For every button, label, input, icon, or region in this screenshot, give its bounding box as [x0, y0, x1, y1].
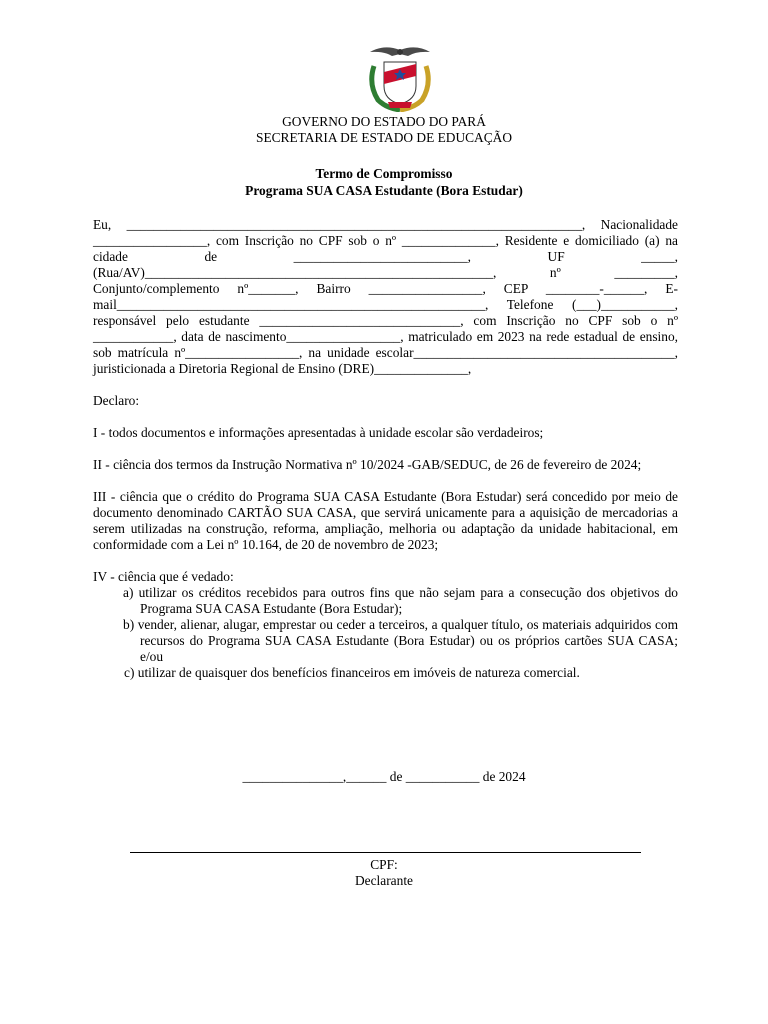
declaro-label: Declaro: — [93, 393, 140, 408]
clause-iv-a: a) utilizar os créditos recebidos para outros fins que não sejam para a consecução dos objetivos do Programa SUA CASA Estudante (Bora Estudar); — [123, 585, 678, 616]
clause-iv-list — [93, 585, 678, 681]
date-line: _______________,______ de ___________ de 2024 — [242, 769, 526, 784]
clause-i: I - todos documentos e informações apresentadas à unidade escolar são verdadeiros; — [93, 425, 544, 440]
clause-ii: II - ciência dos termos da Instrução Normativa nº 10/2024 -GAB/SEDUC, de 26 de fevereiro de 2024; — [93, 457, 642, 472]
para-state-coat-of-arms-icon — [364, 42, 436, 112]
personal-data-paragraph: Eu, ____________________________________________________________________, Nacionalidade _________________, com Inscrição no CPF sob o nº ______________, Residente e domiciliado (a) na cidade de __________________________, UF _____, (Rua/AV)____________________________________________________, nº _________, Conjunto/complemento nº_______, Bairro _________________, CEP ________-______, E-mail_______________________________________________________, Telefone (___)___________, responsável pelo estudante ______________________________, com Inscrição no CPF sob o nº ____________, data de nascimento_________________, matriculado em 2023 na rede estadual de ensino, sob matrícula nº_________________, na unidade escolar_______________________________________, juristicionada a Diretoria Regional de Ensino (DRE)______________, — [93, 217, 678, 376]
clause-iv-c: c) utilizar de quaisquer dos benefícios financeiros em imóveis de natureza comercial. — [124, 665, 580, 680]
header-government: GOVERNO DO ESTADO DO PARÁ — [282, 114, 486, 129]
signature-cpf-label: CPF: — [370, 857, 398, 872]
document-body — [93, 217, 678, 681]
signature-line — [130, 852, 641, 853]
clause-iv-b: b) vender, alienar, alugar, emprestar ou ceder a terceiros, a qualquer título, os materiais adquiridos com recursos do Programa SUA CASA Estudante (Bora Estudar) ou os próprios cartões SUA CASA; e/ou — [123, 617, 678, 664]
program-title: Programa SUA CASA Estudante (Bora Estudar) — [245, 183, 523, 198]
clause-iii: III - ciência que o crédito do Programa SUA CASA Estudante (Bora Estudar) será concedido por meio de documento denominado CARTÃO SUA CASA, que servirá unicamente para a aquisição de mercadorias a serem utilizadas na construção, reforma, ampliação, melhoria ou adaptação da unidade habitacional, em conformidade com a Lei nº 10.164, de 20 de novembro de 2023; — [93, 489, 678, 552]
document-title: Termo de Compromisso — [315, 166, 453, 181]
header-secretariat: SECRETARIA DE ESTADO DE EDUCAÇÃO — [256, 130, 512, 145]
signature-role: Declarante — [355, 873, 413, 888]
clause-iv: IV - ciência que é vedado: — [93, 569, 234, 584]
